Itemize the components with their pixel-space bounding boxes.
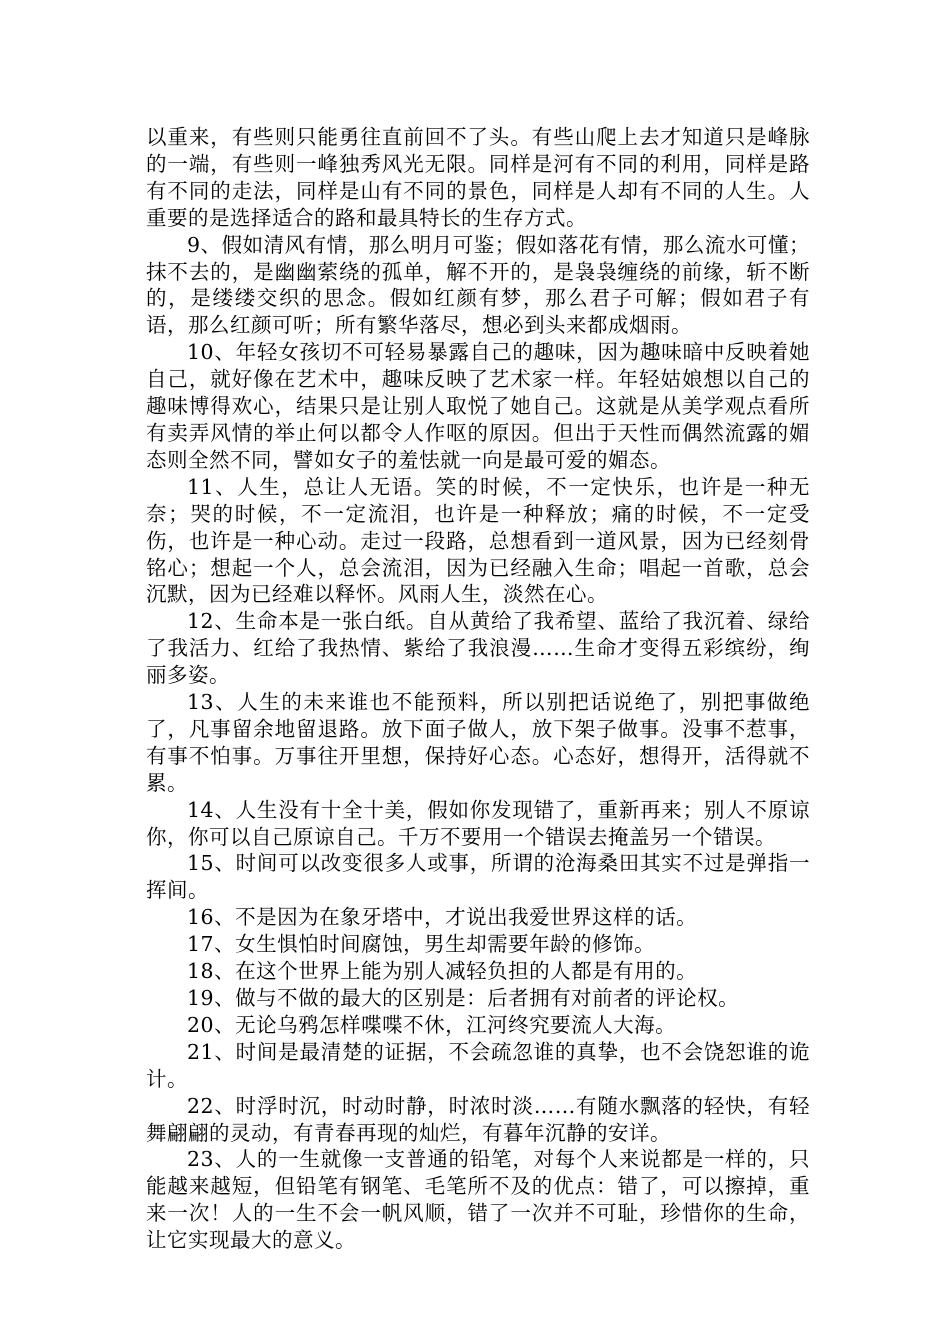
paragraph-item-16: 16、不是因为在象牙塔中，才说出我爱世界这样的话。 (187, 905, 698, 930)
paragraph-item-11: 11、人生，总让人无语。笑的时候，不一定快乐，也许是一种无奈；哭的时候，不一定流泪，也许是一种释放；痛的时候，不一定受伤，也许是一种心动。走过一段路，总想看到一道风景，因为已经刻骨铭心；想起一个人，总会流泪，因为已经融入生命；唱起一首歌，总会沉默，因为已经难以释怀。风雨人生，淡然在心。 (146, 474, 810, 607)
paragraph-continuation: 以重来，有些则只能勇往直前回不了头。有些山爬上去才知道只是峰脉的一端，有些则一峰独秀风光无限。同样是河有不同的利用，同样是路有不同的走法，同样是山有不同的景色，同样是人却有不同的人生。人重要的是选择适合的路和最具特长的生存方式。 (146, 125, 810, 230)
paragraph-item-21: 21、时间是最清楚的证据，不会疏忽谁的真挚，也不会饶恕谁的诡计。 (146, 1039, 810, 1091)
paragraph-item-19: 19、做与不做的最大的区别是：后者拥有对前者的评论权。 (187, 986, 740, 1010)
paragraph-item-9: 9、假如清风有情，那么明月可鉴；假如落花有情，那么流水可懂；抹不去的，是幽幽萦绕的孤单，解不开的，是袅袅缠绕的前缘，斩不断的，是缕缕交织的思念。假如红颜有梦，那么君子可解；假如君子有语，那么红颜可听；所有繁华落尽，想必到头来都成烟雨。 (146, 232, 810, 338)
paragraph-item-17: 17、女生惧怕时间腐蚀，男生却需要年龄的修饰。 (187, 932, 656, 957)
paragraph-item-23: 23、人的一生就像一支普通的铅笔，对每个人来说都是一样的，只能越来越短，但铅笔有钢笔、毛笔所不及的优点：错了，可以擦掉，重来一次！人的一生不会一帆风顺，错了一次并不可耻，珍惜你的生命，让它实现最大的意义。 (146, 1147, 810, 1253)
paragraph-item-14: 14、人生没有十全十美，假如你发现错了，重新再来；别人不原谅你，你可以自己原谅自己。千万不要用一个错误去掩盖另一个错误。 (146, 797, 810, 849)
paragraph-item-20: 20、无论乌鸦怎样喋喋不休，江河终究要流人大海。 (187, 1012, 677, 1037)
paragraph-item-13: 13、人生的未来谁也不能预料，所以别把话说绝了，别把事做绝了，凡事留余地留退路。放下面子做人，放下架子做事。没事不惹事，有事不怕事。万事往开里想，保持好心态。心态好，想得开，活得就不累。 (146, 690, 810, 795)
paragraph-item-18: 18、在这个世界上能为别人减轻负担的人都是有用的。 (187, 959, 698, 984)
paragraph-item-22: 22、时浮时沉，时动时静，时浓时淡……有随水飘落的轻快，有轻舞翩翩的灵动，有青春再现的灿烂，有暮年沉静的安详。 (146, 1093, 810, 1145)
paragraph-item-15: 15、时间可以改变很多人或事，所谓的沧海桑田其实不过是弹指一挥间。 (146, 851, 810, 903)
paragraph-item-12: 12、生命本是一张白纸。自从黄给了我希望、蓝给了我沉着、绿给了我活力、红给了我热情、紫给了我浪漫……生命才变得五彩缤纷，绚丽多姿。 (146, 609, 810, 688)
paragraph-item-10: 10、年轻女孩切不可轻易暴露自己的趣味，因为趣味暗中反映着她自己，就好像在艺术中，趣味反映了艺术家一样。年轻姑娘想以自己的趣味博得欢心，结果只是让别人取悦了她自己。这就是从美学观点看所有卖弄风情的举止何以都令人作呕的原因。但出于天性而偶然流露的媚态则全然不同，譬如女子的羞怯就一向是最可爱的媚态。 (146, 340, 810, 472)
document-body (146, 124, 810, 1254)
